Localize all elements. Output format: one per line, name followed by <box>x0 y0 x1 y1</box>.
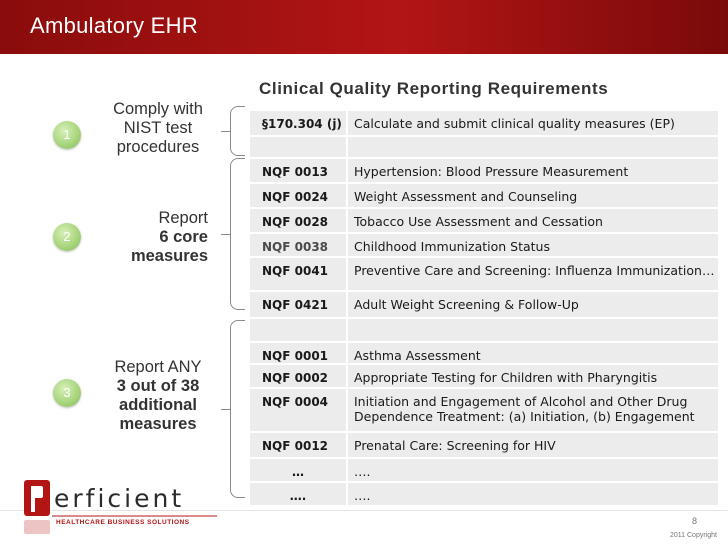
step-3-line: Report ANY <box>114 358 202 376</box>
measure-code: NQF 0004 <box>249 388 347 432</box>
measure-description: Tobacco Use Assessment and Cessation <box>347 208 719 233</box>
measure-description <box>347 136 719 158</box>
step-3-line: additional <box>119 396 197 414</box>
measure-description: Preventive Care and Screening: Influenza Immunization… <box>347 257 719 291</box>
section-title: Clinical Quality Reporting Requirements <box>259 79 609 98</box>
perficient-logo <box>22 478 222 538</box>
step-3-label <box>108 358 208 434</box>
page-title: Ambulatory EHR <box>30 13 199 38</box>
measure-code: NQF 0028 <box>249 208 347 233</box>
measure-code: NQF 0001 <box>249 342 347 364</box>
requirements-table <box>249 110 719 510</box>
step-3-line: 3 out of 38 <box>116 377 200 395</box>
measure-code: NQF 0024 <box>249 183 347 208</box>
step-1-bracket <box>230 106 245 156</box>
step-1-line: procedures <box>116 138 200 156</box>
step-1-line: NIST test <box>123 119 193 137</box>
measure-description: Childhood Immunization Status <box>347 233 719 257</box>
measure-description: Weight Assessment and Counseling <box>347 183 719 208</box>
step-2-badge: 2 <box>53 223 81 251</box>
measure-code <box>249 136 347 158</box>
measure-code: NQF 0012 <box>249 432 347 458</box>
measure-code: NQF 0002 <box>249 364 347 388</box>
step-1-badge: 1 <box>53 121 81 149</box>
measure-description: Prenatal Care: Screening for HIV <box>347 432 719 458</box>
title-bar <box>0 0 728 54</box>
measure-description: Adult Weight Screening & Follow-Up <box>347 291 719 318</box>
logo-text: erficient <box>54 484 185 513</box>
measure-description: …. <box>347 458 719 482</box>
step-2-line: Report <box>158 209 208 227</box>
measure-description: …. <box>347 482 719 506</box>
measure-code: NQF 0041 <box>249 257 347 291</box>
measure-code: …. <box>249 482 347 506</box>
step-2-line: 6 core <box>159 228 208 246</box>
measure-description: Asthma Assessment <box>347 342 719 364</box>
copyright: 2011 Copyright <box>670 532 717 539</box>
logo-tagline: HEALTHCARE BUSINESS SOLUTIONS <box>56 519 190 526</box>
measure-description: Calculate and submit clinical quality measures (EP) <box>347 110 719 136</box>
page-number: 8 <box>692 516 698 526</box>
measure-description: Appropriate Testing for Children with Pharyngitis <box>347 364 719 388</box>
step-2-line: measures <box>130 247 208 265</box>
measure-code: NQF 0421 <box>249 291 347 318</box>
measure-code: §170.304 (j) <box>249 110 347 136</box>
step-1-line: Comply with <box>113 100 203 118</box>
measure-code: NQF 0038 <box>249 233 347 257</box>
step-3-bracket <box>230 320 245 498</box>
step-1-label <box>108 100 208 157</box>
measure-description <box>347 318 719 342</box>
measure-code <box>249 318 347 342</box>
measure-code: … <box>249 458 347 482</box>
step-2-bracket <box>230 158 245 310</box>
measure-code: NQF 0013 <box>249 158 347 183</box>
measure-description: Hypertension: Blood Pressure Measurement <box>347 158 719 183</box>
measure-description: Initiation and Engagement of Alcohol and Other Drug Dependence Treatment: (a) Initiation, (b) Engagement <box>347 388 719 432</box>
step-3-badge: 3 <box>53 379 81 407</box>
step-2-label <box>108 209 208 266</box>
step-3-line: measures <box>119 415 197 433</box>
